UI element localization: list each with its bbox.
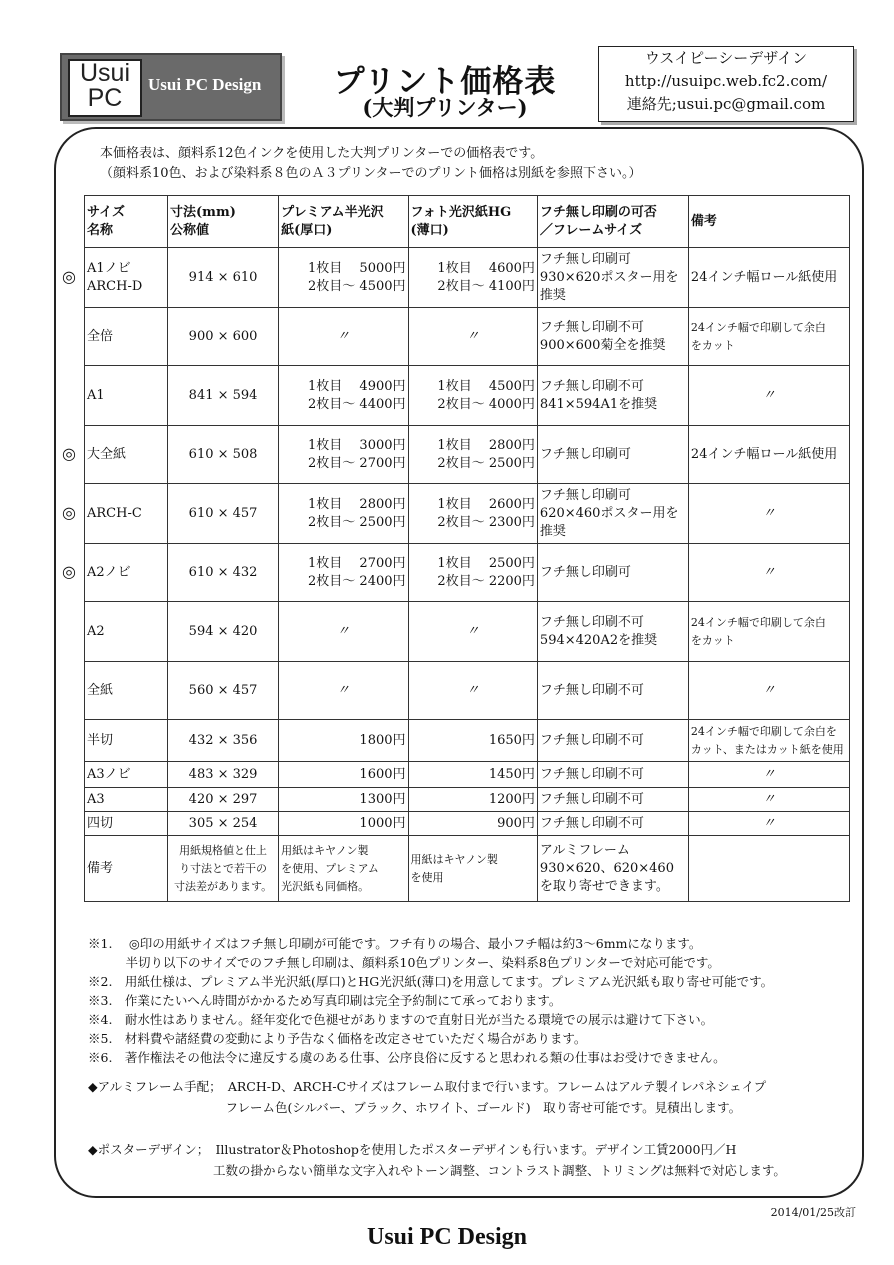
dimensions-cell: 420 × 297 <box>168 788 279 812</box>
borderless-cell: フチ無し印刷不可 <box>537 762 688 788</box>
premium-price-cell: 1枚目 2800円 2枚目～ 2500円 <box>279 484 408 544</box>
size-name-cell: A3 <box>85 788 168 812</box>
note-cell: 24インチ幅ロール紙使用 <box>688 426 849 484</box>
note-item: ※5. 材料費や諸経費の変動により予告なく価格を改定させていただく場合があります。 <box>88 1031 587 1046</box>
premium-price-cell: 1枚目 4900円 2枚目～ 4400円 <box>279 366 408 426</box>
logo <box>60 53 282 121</box>
size-name-cell: A2ノビ <box>85 544 168 602</box>
dimensions-cell: 594 × 420 <box>168 602 279 662</box>
dimensions-cell: 841 × 594 <box>168 366 279 426</box>
table-row <box>85 308 850 366</box>
header-photo: フォト光沢紙HG (薄口) <box>408 196 537 248</box>
note-item: ※4. 耐水性はありません。経年変化で色褪せがありますので直射日光が当たる環境での展示は避けて下さい。 <box>88 1012 714 1027</box>
page-title: プリント価格表 <box>333 64 557 100</box>
size-name-cell: ARCH-C <box>85 484 168 544</box>
table-row <box>85 662 850 720</box>
photo-price-cell: 1200円 <box>408 788 537 812</box>
header-notes: 備考 <box>688 196 849 248</box>
premium-price-cell: 〃 <box>279 662 408 720</box>
note-cell: 24インチ幅で印刷して余白 をカット <box>688 308 849 366</box>
service-item: ◆ポスターデザイン； Illustrator＆Photoshopを使用したポスターデザインも行います。デザイン工賃2000円／H <box>88 1142 737 1157</box>
photo-price-cell: 1枚目 2500円 2枚目～ 2200円 <box>408 544 537 602</box>
borderless-cell: フチ無し印刷不可 <box>537 812 688 836</box>
dimensions-cell: 610 × 508 <box>168 426 279 484</box>
note-cell: 24インチ幅ロール紙使用 <box>688 248 849 308</box>
dimensions-cell: 483 × 329 <box>168 762 279 788</box>
photo-price-cell: 1枚目 4600円 2枚目～ 4100円 <box>408 248 537 308</box>
note-cell: 24インチ幅で印刷して余白を カット、またはカット紙を使用 <box>688 720 849 762</box>
note-cell: 〃 <box>688 662 849 720</box>
premium-price-cell: 〃 <box>279 602 408 662</box>
premium-price-cell: 1000円 <box>279 812 408 836</box>
borderless-cell: フチ無し印刷不可 <box>537 720 688 762</box>
premium-price-cell: 1枚目 2700円 2枚目～ 2400円 <box>279 544 408 602</box>
size-name-cell: A3ノビ <box>85 762 168 788</box>
note-cell: 〃 <box>688 484 849 544</box>
intro-line: （顔料系10色、および染料系８色のＡ３プリンターでのプリント価格は別紙を参照下さい。） <box>100 166 642 181</box>
price-table <box>84 195 850 902</box>
table-row <box>85 762 850 788</box>
photo-price-cell: 〃 <box>408 308 537 366</box>
revision-date: 2014/01/25改訂 <box>770 1206 856 1219</box>
premium-price-cell: 1枚目 5000円 2枚目～ 4500円 <box>279 248 408 308</box>
table-row <box>85 812 850 836</box>
borderless-cell: フチ無し印刷不可 900×600菊全を推奨 <box>537 308 688 366</box>
table-row <box>85 366 850 426</box>
note-cell <box>688 836 849 902</box>
premium-price-cell: 1枚目 3000円 2枚目～ 2700円 <box>279 426 408 484</box>
photo-price-cell: 1枚目 2600円 2枚目～ 2300円 <box>408 484 537 544</box>
logo-text: Usui PC Design <box>148 75 262 94</box>
note-cell: 〃 <box>688 544 849 602</box>
borderless-cell: フチ無し印刷可 <box>537 426 688 484</box>
intro-text <box>100 144 641 184</box>
premium-price-cell: 1800円 <box>279 720 408 762</box>
note-cell: 〃 <box>688 788 849 812</box>
size-name-cell: 半切 <box>85 720 168 762</box>
table-row <box>85 602 850 662</box>
dimensions-cell: 432 × 356 <box>168 720 279 762</box>
premium-price-cell: 1600円 <box>279 762 408 788</box>
photo-price-cell: 〃 <box>408 602 537 662</box>
contact-email[interactable]: 連絡先;usui.pc@gmail.com <box>626 95 826 113</box>
size-name-cell: 全紙 <box>85 662 168 720</box>
logo-mark <box>68 59 142 117</box>
premium-price-cell: 用紙はキヤノン製 を使用、プレミアム 光沢紙も同価格。 <box>279 836 408 902</box>
note-item: ※1. ◎印の用紙サイズはフチ無し印刷が可能です。フチ有りの場合、最小フチ幅は約3～6mmになります。 <box>88 936 702 951</box>
dimensions-cell: 305 × 254 <box>168 812 279 836</box>
dimensions-cell: 用紙規格値と仕上 り寸法とで若干の 寸法差があります。 <box>168 836 279 902</box>
photo-price-cell: 用紙はキヤノン製 を使用 <box>408 836 537 902</box>
table-row <box>85 544 850 602</box>
service-item: フレーム色(シルバー、ブラック、ホワイト、ゴールド) 取り寄せ可能です。見積出します。 <box>88 1100 742 1115</box>
table-row <box>85 426 850 484</box>
size-name-cell: 備考 <box>85 836 168 902</box>
table-row <box>85 788 850 812</box>
note-item: 半切り以下のサイズでのフチ無し印刷は、顔料系10色プリンター、染料系8色プリンターで対応可能です。 <box>88 955 720 970</box>
size-name-cell: A1ノビ ARCH-D <box>85 248 168 308</box>
borderless-mark-icon: ◎ <box>62 562 76 581</box>
premium-price-cell: 〃 <box>279 308 408 366</box>
borderless-mark-icon: ◎ <box>62 267 76 286</box>
page-subtitle: (大判プリンター) <box>362 95 528 120</box>
service-item: ◆アルミフレーム手配； ARCH-D、ARCH-Cサイズはフレーム取付まで行います。フレームはアルテ製イレパネシェイプ <box>88 1079 767 1094</box>
borderless-cell: フチ無し印刷不可 841×594A1を推奨 <box>537 366 688 426</box>
borderless-cell: フチ無し印刷不可 <box>537 662 688 720</box>
note-item: ※3. 作業にたいへん時間がかかるため写真印刷は完全予約制にて承っております。 <box>88 993 562 1008</box>
photo-price-cell: 1450円 <box>408 762 537 788</box>
footer-brand: Usui PC Design <box>366 1224 528 1250</box>
photo-price-cell: 〃 <box>408 662 537 720</box>
table-row <box>85 836 850 902</box>
note-cell: 〃 <box>688 762 849 788</box>
size-name-cell: A2 <box>85 602 168 662</box>
notes-list <box>88 934 773 1067</box>
borderless-cell: アルミフレーム 930×620、620×460 を取り寄せできます。 <box>537 836 688 902</box>
logo-line1: Usui <box>79 59 130 87</box>
dimensions-cell: 914 × 610 <box>168 248 279 308</box>
photo-price-cell: 900円 <box>408 812 537 836</box>
note-item: ※2. 用紙仕様は、プレミアム半光沢紙(厚口)とHG光沢紙(薄口)を用意してます。プレミアム光沢紙も取り寄せ可能です。 <box>88 974 774 989</box>
header-premium: プレミアム半光沢 紙(厚口) <box>279 196 408 248</box>
borderless-cell: フチ無し印刷可 <box>537 544 688 602</box>
header-dimensions: 寸法(mm) 公称値 <box>168 196 279 248</box>
note-cell: 24インチ幅で印刷して余白 をカット <box>688 602 849 662</box>
service-item <box>88 1118 786 1139</box>
photo-price-cell: 1650円 <box>408 720 537 762</box>
table-row <box>85 720 850 762</box>
dimensions-cell: 610 × 457 <box>168 484 279 544</box>
service-item: 工数の掛からない簡単な文字入れやトーン調整、コントラスト調整、トリミングは無料で対応します。 <box>88 1163 786 1178</box>
dimensions-cell: 900 × 600 <box>168 308 279 366</box>
photo-price-cell: 1枚目 4500円 2枚目～ 4000円 <box>408 366 537 426</box>
services-list <box>88 1076 786 1181</box>
note-item: ※6. 著作権法その他法令に違反する虞のある仕事、公序良俗に反すると思われる類の仕事はお受けできません。 <box>88 1050 726 1065</box>
header-borderless: フチ無し印刷の可否 ／フレームサイズ <box>537 196 688 248</box>
note-cell: 〃 <box>688 366 849 426</box>
header-size-name: サイズ 名称 <box>85 196 168 248</box>
size-name-cell: 四切 <box>85 812 168 836</box>
table-row <box>85 484 850 544</box>
dimensions-cell: 560 × 457 <box>168 662 279 720</box>
borderless-cell: フチ無し印刷可 930×620ポスター用を 推奨 <box>537 248 688 308</box>
contact-box <box>598 46 854 122</box>
borderless-cell: フチ無し印刷不可 594×420A2を推奨 <box>537 602 688 662</box>
contact-url[interactable]: http://usuipc.web.fc2.com/ <box>624 72 828 90</box>
contact-name: ウスイピーシーデザイン <box>644 49 808 67</box>
note-cell: 〃 <box>688 812 849 836</box>
premium-price-cell: 1300円 <box>279 788 408 812</box>
size-name-cell: A1 <box>85 366 168 426</box>
borderless-mark-icon: ◎ <box>62 444 76 463</box>
table-row <box>85 248 850 308</box>
borderless-cell: フチ無し印刷不可 <box>537 788 688 812</box>
dimensions-cell: 610 × 432 <box>168 544 279 602</box>
size-name-cell: 全倍 <box>85 308 168 366</box>
photo-price-cell: 1枚目 2800円 2枚目～ 2500円 <box>408 426 537 484</box>
logo-line2: PC <box>87 84 123 112</box>
intro-line: 本価格表は、顔料系12色インクを使用した大判プリンターでの価格表です。 <box>100 146 544 161</box>
size-name-cell: 大全紙 <box>85 426 168 484</box>
borderless-mark-icon: ◎ <box>62 503 76 522</box>
borderless-cell: フチ無し印刷可 620×460ポスター用を 推奨 <box>537 484 688 544</box>
